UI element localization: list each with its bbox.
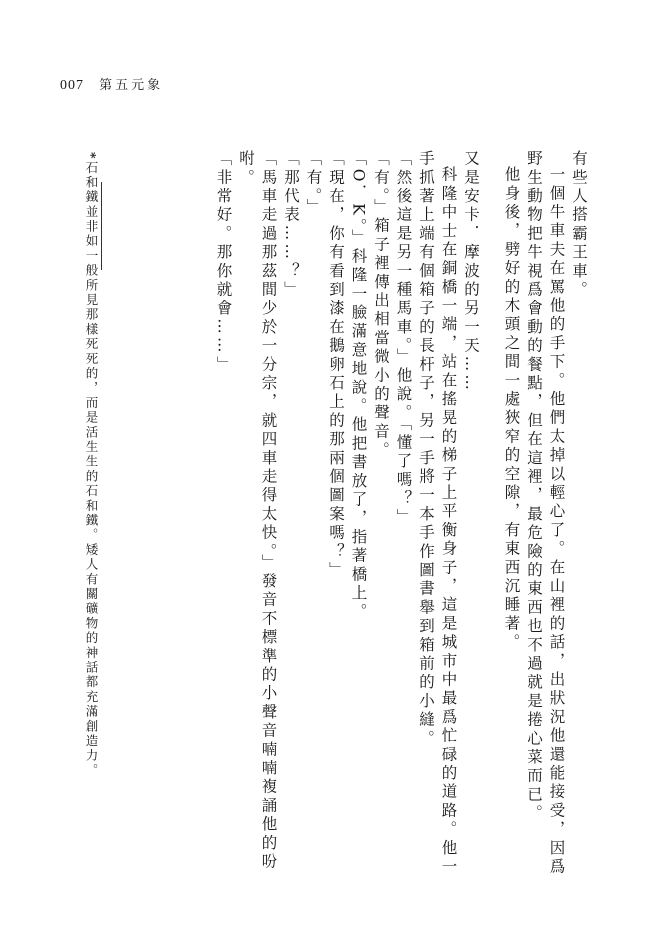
- paragraph: 有些人搭霸王車。: [570, 150, 588, 300]
- paragraph: 一個牛車夫在罵他的手下。他們太掉以輕心了。在山裡的話，出狀況他還能接受，因爲野生動物把牛視爲會動的餐點，但在這裡，最危險的東西也不過就是捲心菜而已。: [525, 150, 566, 877]
- dialogue-line: 「然後這是另一種馬車。」他說。「懂了嗎？」: [394, 150, 413, 528]
- footnote-text: 石和鐵並非如一般所見那樣死死的，而是活生生的石和鐵。矮人有關礦物的神話都充滿創造力。: [84, 160, 99, 779]
- page-number: 007: [60, 78, 84, 93]
- dialogue-line: 「非常好。那你就會……」: [214, 150, 233, 375]
- main-text: [140, 150, 590, 890]
- page-header: [60, 74, 163, 94]
- footnote: [80, 152, 100, 852]
- dialogue-line: 「O．K。」科隆一臉滿意地說。他把書放了，指著橋上。: [349, 150, 368, 622]
- chapter-title: 第五元象: [99, 78, 164, 93]
- dialogue-line: 「馬車走過那茲間少於一分宗，就四車走得太快。」發音不標準的小聲音喃喃複誦他的吩咐。: [237, 150, 278, 872]
- dialogue-line: 「有。」箱子裡傳出相當微小的聲音。: [372, 150, 390, 461]
- paragraph: 又是安卡．摩波的另一天……: [462, 150, 480, 394]
- paragraph: 科隆中士在銅橋一端，站在搖晃的梯子上平衡身子，這是城市中最爲忙碌的道路。他一手抓著上端有個箱子的長杆子，另一手將一本手作圖書舉到箱前的小縫。: [417, 150, 458, 877]
- dialogue-line: 「現在，你有看到漆在鵝卵石上的那兩個圖案嗎？」: [327, 150, 345, 581]
- dialogue-line: 「有。」: [304, 150, 323, 218]
- dialogue-line: 「那代表……？」: [282, 150, 300, 300]
- footnote-divider: [101, 182, 102, 270]
- paragraph: 他身後，劈好的木頭之間一處狹窄的空隙，有東西沉睡著。: [502, 165, 521, 652]
- footnote-marker: *: [84, 152, 99, 161]
